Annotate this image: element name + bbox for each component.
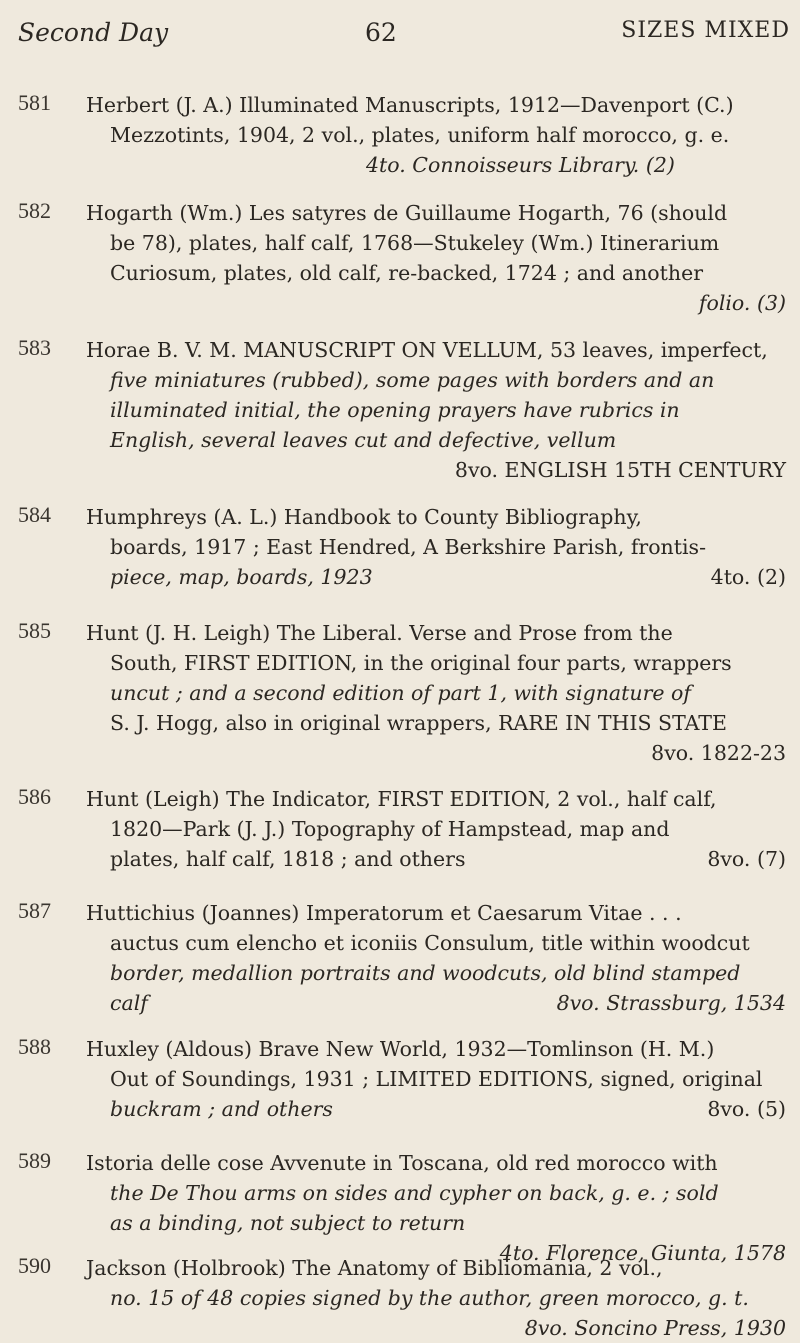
lot-line: Istoria delle cose Avvenute in Toscana, old red morocco with: [86, 1151, 718, 1175]
lot-line: no. 15 of 48 copies signed by the author, green morocco, g. t.: [110, 1286, 749, 1310]
lot-line: 8vo. (5): [707, 1097, 786, 1121]
lot-line: Herbert (J. A.) Illuminated Manuscripts, 1912—Davenport (C.): [86, 93, 734, 117]
lot-description: [86, 898, 786, 1018]
lot-line: auctus cum elencho et iconiis Consulum, title within woodcut: [110, 931, 750, 955]
lot-number: 588: [18, 1034, 51, 1059]
lot-number: 589: [18, 1148, 51, 1173]
lot-number: 585: [18, 618, 51, 643]
lot-line: Out of Soundings, 1931 ; LIMITED EDITIONS, signed, original: [110, 1067, 763, 1091]
lot-line: Hunt (J. H. Leigh) The Liberal. Verse and Prose from the: [86, 621, 673, 645]
running-title: Second Day: [18, 18, 169, 47]
page-header: [0, 18, 800, 58]
lot-line: 4to. Connoisseurs Library. (2): [366, 153, 675, 177]
lot-line: Jackson (Holbrook) The Anatomy of Bibliomania, 2 vol.,: [86, 1256, 663, 1280]
lot-line: Huttichius (Joannes) Imperatorum et Caesarum Vitae . . .: [86, 901, 682, 925]
lot-line: Huxley (Aldous) Brave New World, 1932—Tomlinson (H. M.): [86, 1037, 715, 1061]
lot-number: 586: [18, 784, 51, 809]
lot-line: 4to. (2): [710, 565, 786, 589]
lot-description: [86, 1034, 786, 1124]
lot-number: 584: [18, 502, 51, 527]
lot-description: [86, 198, 786, 318]
lot-number: 582: [18, 198, 51, 223]
lot-line: uncut ; and a second edition of part 1, with signature of: [110, 681, 691, 705]
lot-line: 8vo. Soncino Press, 1930: [524, 1316, 786, 1340]
lot-line: the De Thou arms on sides and cypher on back, g. e. ; sold: [110, 1181, 719, 1205]
lot-line: Horae B. V. M. MANUSCRIPT ON VELLUM, 53 leaves, imperfect,: [86, 338, 768, 362]
lot-line: Hogarth (Wm.) Les satyres de Guillaume Hogarth, 76 (should: [86, 201, 728, 225]
lot-number: 587: [18, 898, 51, 923]
lot-line: Hunt (Leigh) The Indicator, FIRST EDITION, 2 vol., half calf,: [86, 787, 717, 811]
lot-line: Humphreys (A. L.) Handbook to County Bibliography,: [86, 505, 642, 529]
lot-number: 583: [18, 335, 51, 360]
lot-line: 8vo. (7): [707, 847, 786, 871]
lot-line: 8vo. 1822-23: [651, 741, 786, 765]
lot-line: Curiosum, plates, old calf, re-backed, 1724 ; and another: [110, 261, 703, 285]
lot-description: [86, 1253, 786, 1343]
lot-line: as a binding, not subject to return: [110, 1211, 466, 1235]
lot-line: plates, half calf, 1818 ; and others: [110, 847, 466, 871]
section-title: SIZES MIXED: [621, 18, 790, 43]
lot-line: illuminated initial, the opening prayers have rubrics in: [110, 398, 680, 422]
lot-line: 4to. Florence, Giunta, 1578: [499, 1241, 786, 1265]
lot-line: boards, 1917 ; East Hendred, A Berkshire Parish, frontis-: [110, 535, 707, 559]
lot-line: 8vo. Strassburg, 1534: [556, 991, 786, 1015]
lot-line: five miniatures (rubbed), some pages with borders and an: [110, 368, 715, 392]
lot-line: folio. (3): [698, 291, 786, 315]
lot-line: be 78), plates, half calf, 1768—Stukeley (Wm.) Itinerarium: [110, 231, 720, 255]
lot-line: South, FIRST EDITION, in the original four parts, wrappers: [110, 651, 732, 675]
page-number: 62: [365, 18, 397, 47]
lot-line: calf: [110, 991, 148, 1015]
lot-line: S. J. Hogg, also in original wrappers, RARE IN THIS STATE: [110, 711, 727, 735]
lot-description: [86, 1148, 786, 1268]
lot-description: [86, 90, 786, 180]
lot-line: English, several leaves cut and defective, vellum: [110, 428, 617, 452]
lot-line: piece, map, boards, 1923: [110, 565, 373, 589]
lot-line: Mezzotints, 1904, 2 vol., plates, uniform half morocco, g. e.: [110, 123, 730, 147]
lot-line: buckram ; and others: [110, 1097, 333, 1121]
lot-description: [86, 618, 786, 768]
lot-number: 581: [18, 90, 51, 115]
lot-line: border, medallion portraits and woodcuts, old blind stamped: [110, 961, 741, 985]
lot-line: 1820—Park (J. J.) Topography of Hampstead, map and: [110, 817, 670, 841]
lot-number: 590: [18, 1253, 51, 1278]
lot-line: 8vo. ENGLISH 15TH CENTURY: [454, 458, 786, 482]
lot-description: [86, 335, 786, 485]
lot-description: [86, 784, 786, 874]
lot-description: [86, 502, 786, 592]
